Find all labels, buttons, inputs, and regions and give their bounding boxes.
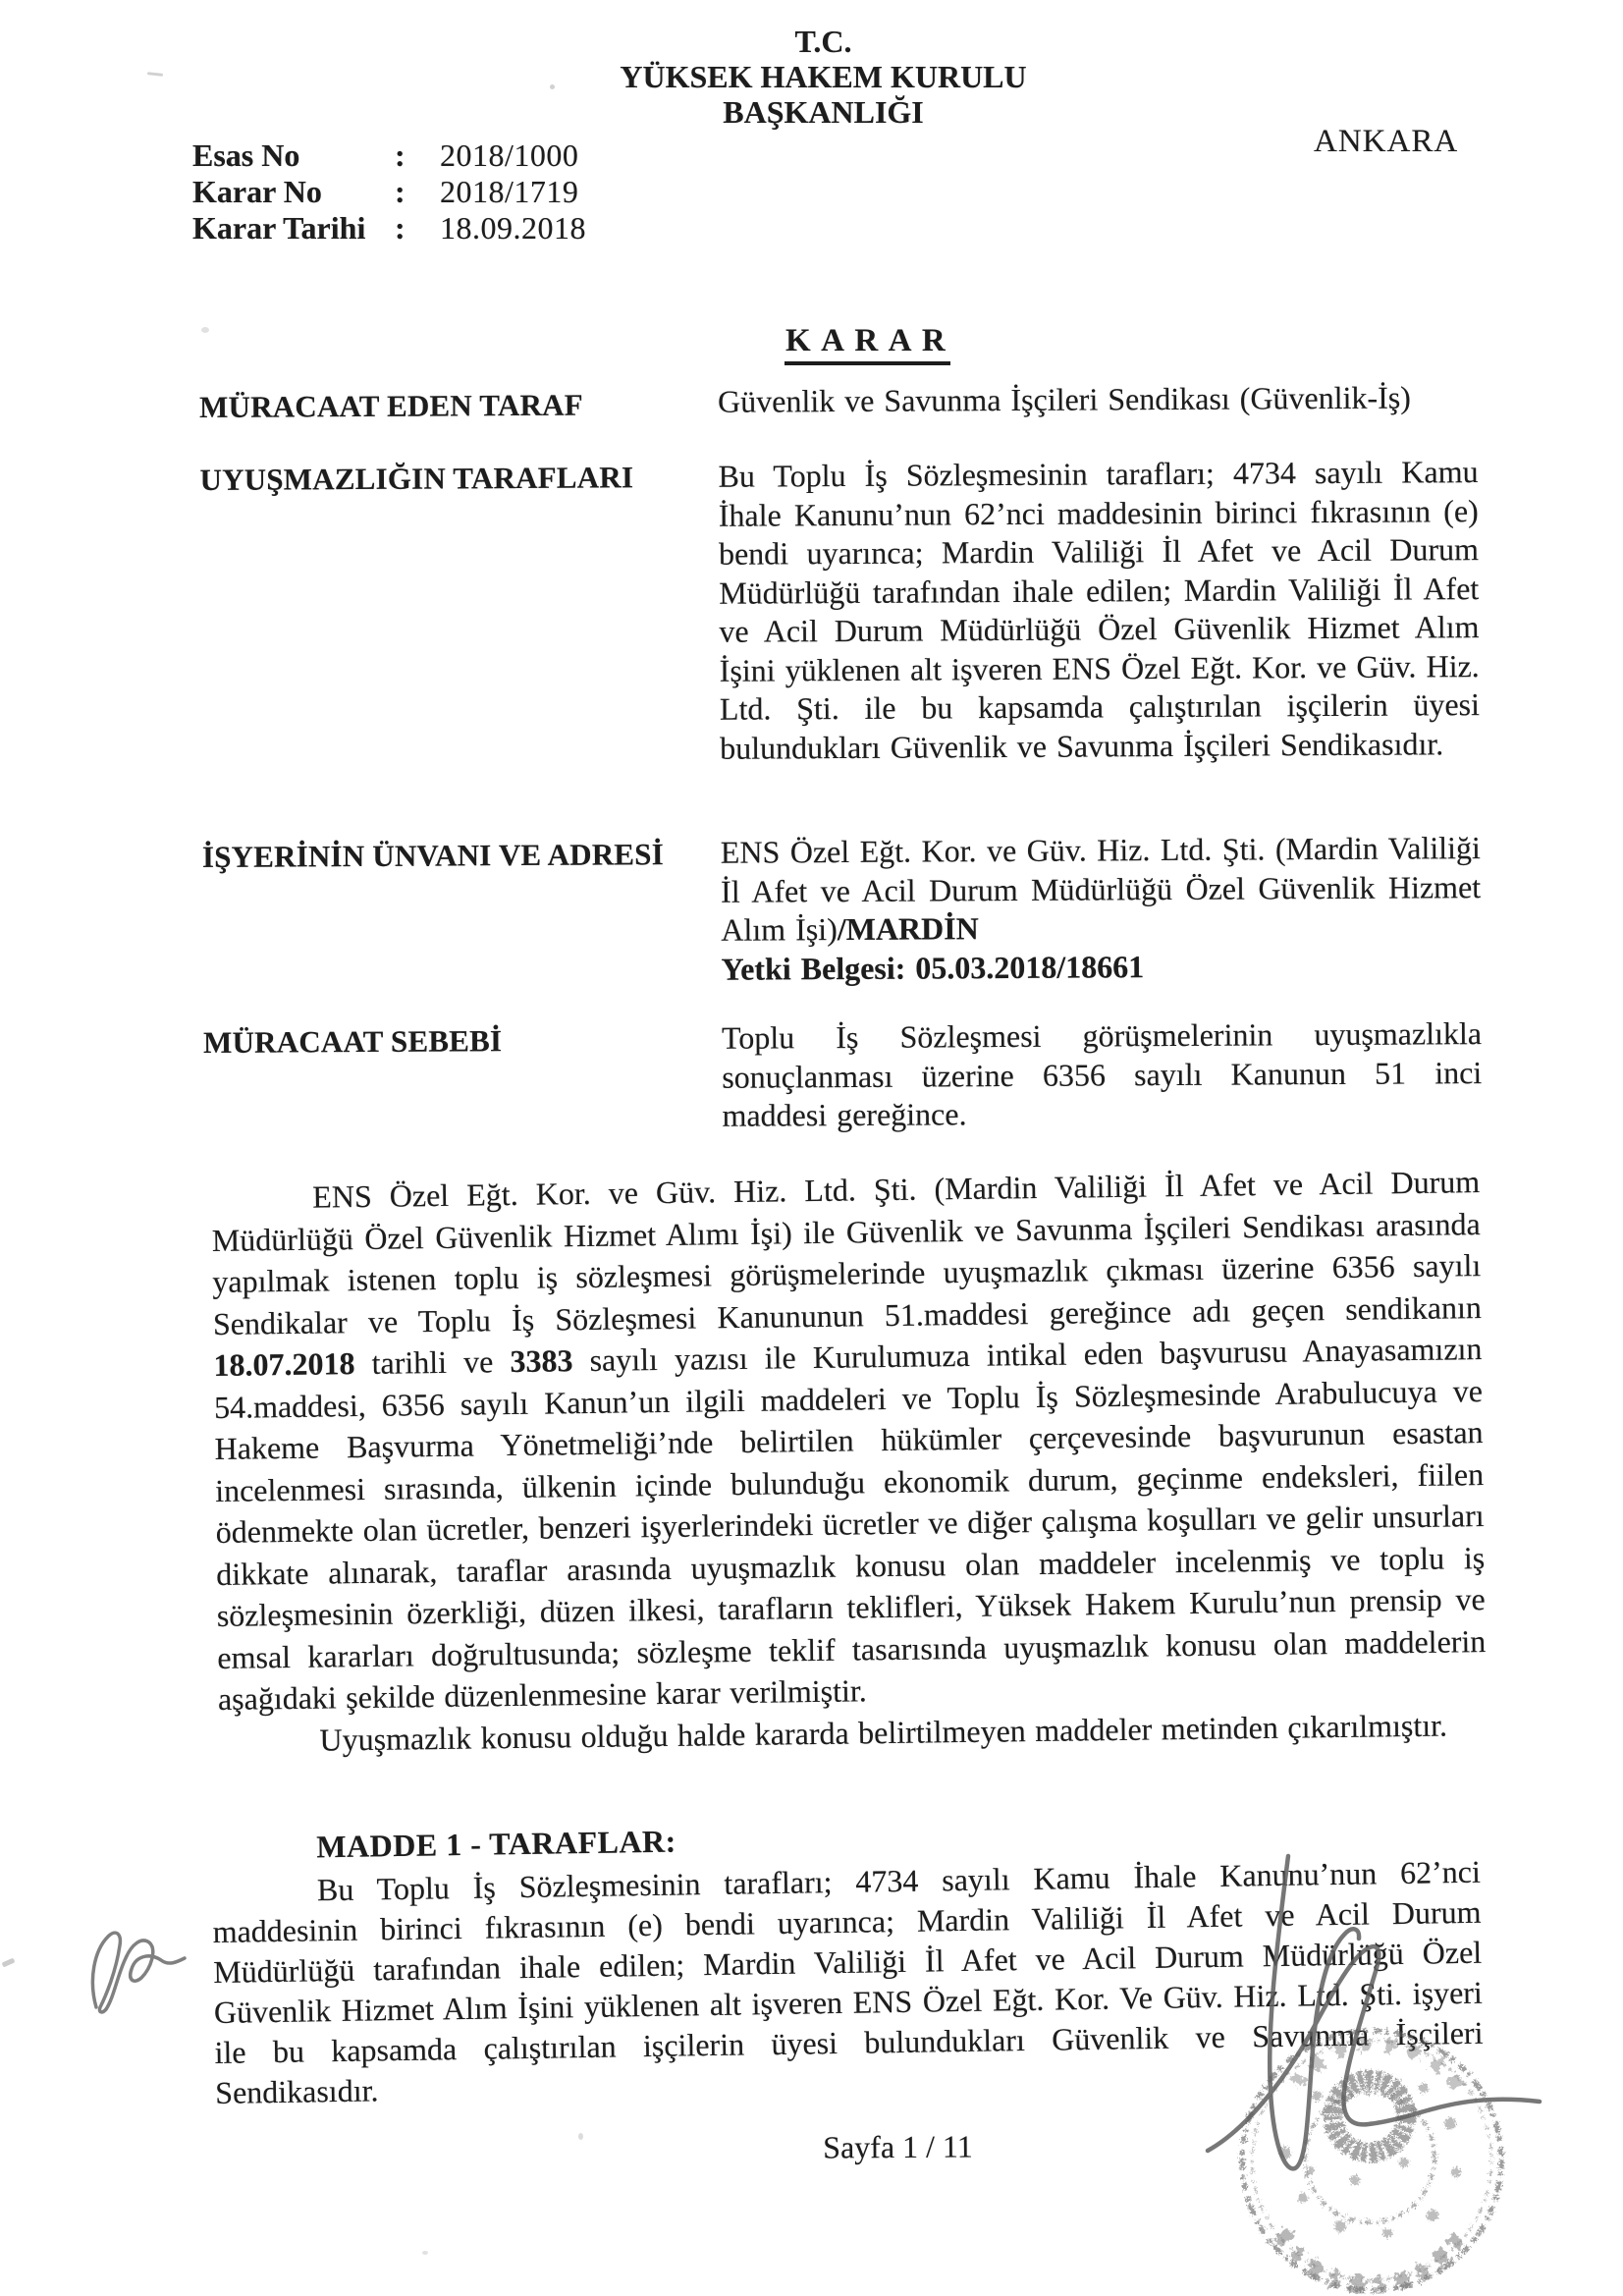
madde-1-paragraph: Bu Toplu İş Sözleşmesinin tarafları; 4734 sayılı Kamu İhale Kanunu’nun 62’nci maddesinin birinci fıkrasının (e) bendi uyarınca; Mardin Valiliği İl Afet ve Acil Durum Müdürlüğü tarafından ihale edilen; Mardin Valiliği İl Afet ve Acil Durum Müdürlüğü Özel Güvenlik Hizmet Alım İşini yüklenen alt işveren ENS Özel Eğt. Kor. Ve Güv. Hiz. Ltd. Şti. işyeri ile bu kapsamda çalıştırılan işçilerin üyesi bulundukları Güvenlik ve Savunma İşçileri Sendikasıdır. xyxy=(212,1853,1484,2110)
section-label-muracaat-sebebi: MÜRACAAT SEBEBİ xyxy=(202,1023,503,1061)
case-value: 2018/1719 xyxy=(440,174,579,209)
letterhead-institution: YÜKSEK HAKEM KURULU xyxy=(620,59,1027,94)
section-value-isyerinin-unvani: ENS Özel Eğt. Kor. ve Güv. Hiz. Ltd. Şti. (Mardin Valiliği İl Afet ve Acil Durum Müdürlüğü Özel Güvenlik Hizmet Alım İşi)/MARDİN Yetki Belgesi: 05.03.2018/18661 xyxy=(720,830,1482,987)
case-colon: : xyxy=(395,174,406,209)
section-value-uyusmazligin-taraflari: Bu Toplu İş Sözleşmesinin tarafları; 4734 sayılı Kamu İhale Kanunu’nun 62’nci maddesinin birinci fıkrasının (e) bendi uyarınca; Mardin Valiliği İl Afet ve Acil Durum Müdürlüğü tarafından ihale edilen; Mardin Valiliği İl Afet ve Acil Durum Müdürlüğü Özel Güvenlik Hizmet Alım İşini yüklenen alt işveren ENS Özel Eğt. Kor. ve Güv. Hiz. Ltd. Şti. ile bu kapsamda çalıştırılan işçilerin üyesi bulundukları Güvenlik ve Savunma İşçileri Sendikasıdır. xyxy=(718,454,1481,766)
section-label-muracaat-eden-taraf: MÜRACAAT EDEN TARAF xyxy=(198,387,583,425)
case-colon: : xyxy=(395,210,406,246)
letterhead-republic: T.C. xyxy=(794,24,852,59)
section-label-isyerinin-unvani: İŞYERİNİN ÜNVANI VE ADRESİ xyxy=(201,837,665,875)
scan-speck xyxy=(550,84,555,89)
scan-speck xyxy=(201,327,209,333)
margin-paraph xyxy=(67,1913,194,2026)
scan-speck xyxy=(578,2133,583,2140)
case-value: 2018/1000 xyxy=(440,137,579,173)
case-value: 18.09.2018 xyxy=(440,210,586,246)
section-label-uyusmazligin-taraflari: UYUŞMAZLIĞIN TARAFLARI xyxy=(199,460,634,498)
signature-strokes xyxy=(1129,1827,1591,2296)
decision-heading: K A R A R xyxy=(784,323,950,365)
city-label: ANKARA xyxy=(1314,124,1459,159)
body-paragraph: ENS Özel Eğt. Kor. ve Güv. Hiz. Ltd. Şti. (Mardin Valiliği İl Afet ve Acil Durum Müdürlüğü Özel Güvenlik Hizmet Alımı İşi) ile Güvenlik ve Savunma İşçileri Sendikası arasında yapılmak istenen toplu iş sözleşmesi görüşmelerinde uyuşmazlık çıkması üzerine 6356 sayılı Sendikalar ve Toplu İş Sözleşmesi Kanununun 51.maddesi gereğince adı geçen sendikanın 18.07.2018 tarihli ve 3383 sayılı yazısı ile Kurulumuza intikal eden başvurusu Anayasamızın 54.maddesi, 6356 sayılı Kanun’un ilgili maddeleri ve Toplu İş Sözleşmesinde Arabulucuya ve Hakeme Başvurma Yönetmeliği’nde belirtilen hükümler çerçevesinde başvurunun esastan incelenmesi sırasında, ülkenin içinde bulunduğu ekonomik durum, geçinme endeksleri, fiilen ödenmekte olan ücretler, benzeri işyerlerindeki ücretler ve diğer çalışma koşulları ve gelir unsurları dikkate alınarak, taraflar arasında uyuşmazlık konusu olan maddeler incelenmiş ve toplu iş sözleşmesinin özerkliği, düzen ilkesi, tarafların teklifleri, Yüksek Hakem Kurulu’nun prensip ve emsal kararları doğrultusunda; sözleşme teklif tasarısında uyuşmazlık konusu olan maddelerin aşağıdaki şekilde düzenlenmesine karar verilmiştir. xyxy=(211,1164,1487,1717)
letterhead-presidency: BAŞKANLIĞI xyxy=(723,94,924,130)
madde-1-heading: MADDE 1 - TARAFLAR: xyxy=(316,1823,677,1865)
section-value-muracaat-sebebi: Toplu İş Sözleşmesi görüşmelerinin uyuşmazlıkla sonuçlanması üzerine 6356 sayılı Kanunun 51 inci maddesi gereğince. xyxy=(721,1015,1483,1133)
page-number: Sayfa 1 / 11 xyxy=(823,2128,973,2165)
body-text xyxy=(211,1161,1488,1762)
body-paragraph: Uyuşmazlık konusu olduğu halde kararda belirtilmeyen maddeler metinden çıkarılmıştır. xyxy=(319,1707,1448,1758)
case-label: Esas No xyxy=(192,137,300,173)
case-label: Karar Tarihi xyxy=(192,210,366,246)
scan-speck xyxy=(422,2251,428,2255)
case-colon: : xyxy=(395,137,406,173)
section-value-muracaat-eden-taraf: Güvenlik ve Savunma İşçileri Sendikası (Güvenlik-İş) xyxy=(717,379,1412,419)
case-label: Karar No xyxy=(192,174,322,209)
